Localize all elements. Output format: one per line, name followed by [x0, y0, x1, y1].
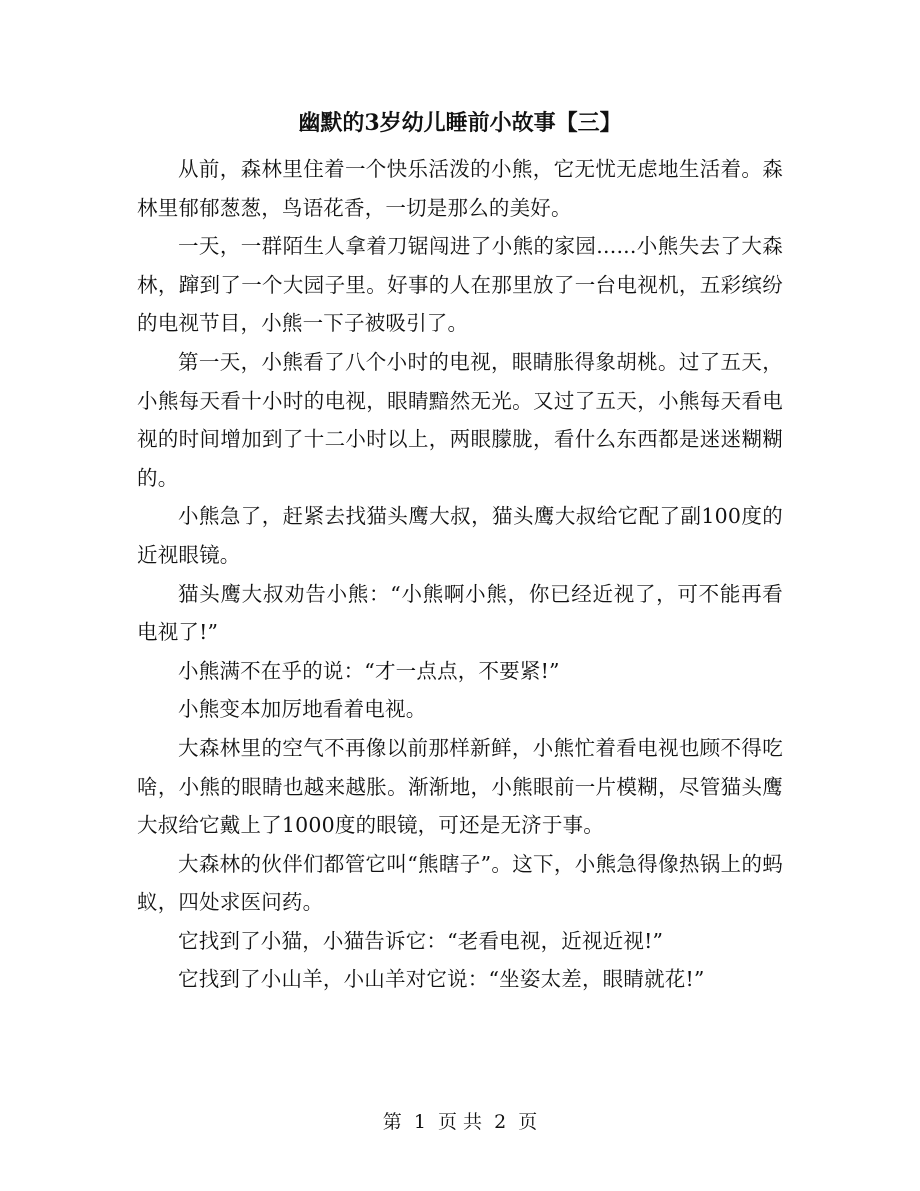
paragraph: 从前，森林里住着一个快乐活泼的小熊，它无忧无虑地生活着。森林里郁郁葱葱，鸟语花香，一切是那么的美好。	[137, 157, 783, 220]
paragraph: 大森林的伙伴们都管它叫“熊瞎子”。这下，小熊急得像热锅上的蚂蚁，四处求医问药。	[137, 851, 783, 915]
total-pages-number: 2	[494, 1111, 507, 1133]
current-page-number: 1	[413, 1111, 426, 1133]
document-body	[137, 150, 783, 999]
paragraph: 小熊急了，赶紧去找猫头鹰大叔，猫头鹰大叔给它配了副100度的近视眼镜。	[137, 504, 783, 567]
page-label-prefix: 第	[382, 1111, 402, 1133]
paragraph: 小熊变本加厉地看着电视。	[178, 697, 427, 722]
page-number-footer	[0, 1108, 920, 1136]
paragraph: 猫头鹰大叔劝告小熊：“小熊啊小熊，你已经近视了，可不能再看电视了!”	[137, 581, 783, 645]
paragraph: 它找到了小山羊，小山羊对它说：“坐姿太差，眼睛就花!”	[178, 967, 705, 992]
paragraph: 第一天，小熊看了八个小时的电视，眼睛胀得象胡桃。过了五天，小熊每天看十小时的电视，眼睛黯然无光。又过了五天，小熊每天看电视的时间增加到了十二小时以上，两眼朦胧，看什么东西都是迷迷糊糊的。	[137, 349, 783, 490]
page-label-suffix: 页	[518, 1111, 538, 1133]
paragraph: 小熊满不在乎的说：“才一点点，不要紧!”	[178, 658, 560, 683]
paragraph: 一天，一群陌生人拿着刀锯闯进了小熊的家园......小熊失去了大森林，蹿到了一个大园子里。好事的人在那里放了一台电视机，五彩缤纷的电视节目，小熊一下子被吸引了。	[137, 234, 783, 336]
paragraph: 大森林里的空气不再像以前那样新鲜，小熊忙着看电视也顾不得吃啥，小熊的眼睛也越来越胀。渐渐地，小熊眼前一片模糊，尽管猫头鹰大叔给它戴上了1000度的眼镜，可还是无济于事。	[137, 735, 783, 838]
document-title: 幽默的3岁幼儿睡前小故事【三】	[298, 110, 622, 136]
page-label-mid: 页 共	[437, 1111, 483, 1133]
paragraph: 它找到了小猫，小猫告诉它：“老看电视，近视近视!”	[178, 928, 664, 953]
